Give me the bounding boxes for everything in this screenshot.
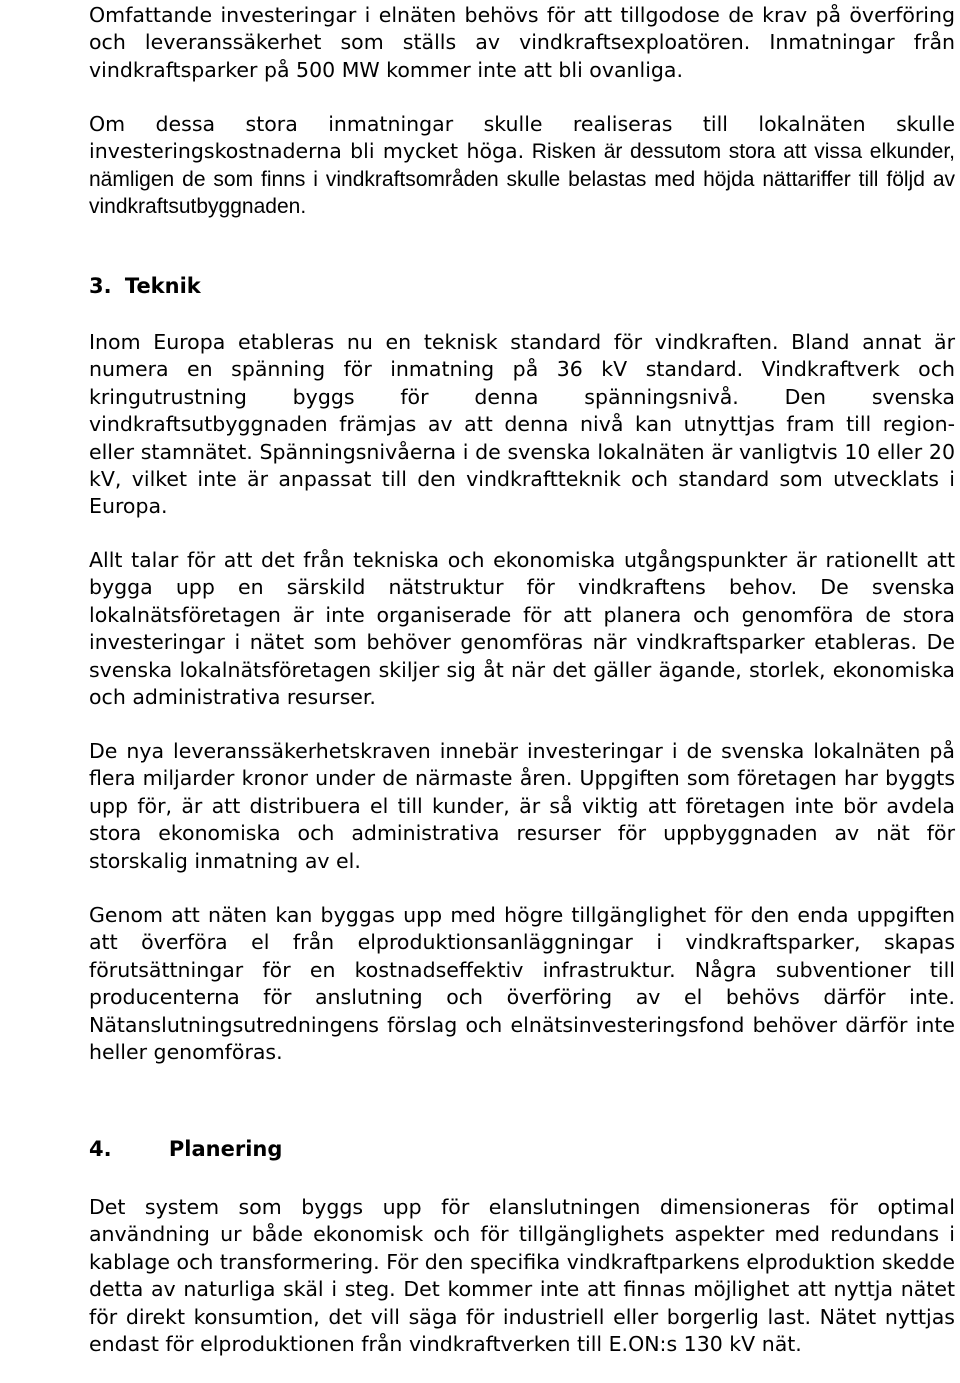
paragraph-delivery-reliability: De nya leveranssäkerhetskraven innebär investeringar i de svenska lokalnäten på flera miljarder kronor under de närmaste åren. Uppgiften som företagen har byggts upp för, är att distribuera el till kunder, är så viktig att företagen inte bör avdela stora ekonomiska och administrativa resurser för uppbyggnaden av nät för storskalig inmatning av el. [89,739,955,873]
section-number: 4. [89,1137,112,1161]
section-title: Planering [168,1137,283,1161]
section-number: 3. [89,274,112,298]
paragraph-local-grid-costs-part2: Risken är dessutom stora att vissa elkunder, nämligen de som finns i vindkraftsområden skulle belastas med höjda nättariffer till följd av vindkraftsutbyggnaden. [89,140,955,219]
paragraph-grid-structure: Allt talar för att det från tekniska och ekonomiska utgångspunkter är rationellt att bygga upp en särskild nätstruktur för vindkraftens behov. De svenska lokalnätsföretagen är inte organiserade för att planera och genomföra de stora investeringar i nätet som behöver genomföras när vindkraftsparker etableras. De svenska lokalnätsföretagen skiljer sig åt när det gäller ägande, storlek, ekonomiska och administrativa resurser. [89,548,955,710]
section-heading-planering [89,1136,282,1163]
paragraph-system-dimensioning: Det system som byggs upp för elanslutningen dimensioneras för optimal användning ur både ekonomisk och för tillgänglighets aspekter med redundans i kablage och transformering. För den specifika vindkraftparkens elproduktion skedde detta av naturliga skäl i steg. Det kommer inte att finnas möjlighet att nyttja nätet för direkt konsumtion, det vill säga för industriell eller borgerlig last. Nätet nyttjas endast för elproduktionen från vindkraftverken till E.ON:s 130 kV nät. [89,1195,955,1357]
section-heading-teknik [89,273,201,300]
paragraph-technical-standard: Inom Europa etableras nu en teknisk standard för vindkraften. Bland annat är numera en spänning för inmatning på 36 kV standard. Vindkraftverk och kringutrustning byggs för denna spänningsnivå. Den svenska vindkraftsutbyggnaden främjas av att denna nivå kan utnyttjas fram till region- eller stamnätet. Spänningsnivåerna i de svenska lokalnäten är vanligtvis 10 eller 20 kV, vilket inte är anpassat till den vindkraftteknik och standard som utvecklats i Europa. [89,330,955,519]
paragraph-local-grid-costs [89,111,955,221]
paragraph-local-grid-costs-part1: Om dessa stora inmatningar skulle realiseras till lokalnäten skulle investeringskostnaderna bli mycket höga. [89,112,955,164]
paragraph-investments: Omfattande investeringar i elnäten behövs för att tillgodose de krav på överföring och leveranssäkerhet som ställs av vindkraftsexploatören. Inmatningar från vindkraftsparker på 500 MW kommer inte att bli ovanliga. [89,3,955,82]
paragraph-availability: Genom att näten kan byggas upp med högre tillgänglighet för den enda uppgiften att överföra el från elproduktionsanläggningar i vindkraftsparker, skapas förutsättningar för en kostnadseffektiv infrastruktur. Några subventioner till producenterna för anslutning och överföring av el behövs därför inte. Nätanslutningsutredningens förslag och elnätsinvesteringsfond behöver därför inte heller genomföras. [89,903,955,1065]
section-title: Teknik [124,274,201,298]
